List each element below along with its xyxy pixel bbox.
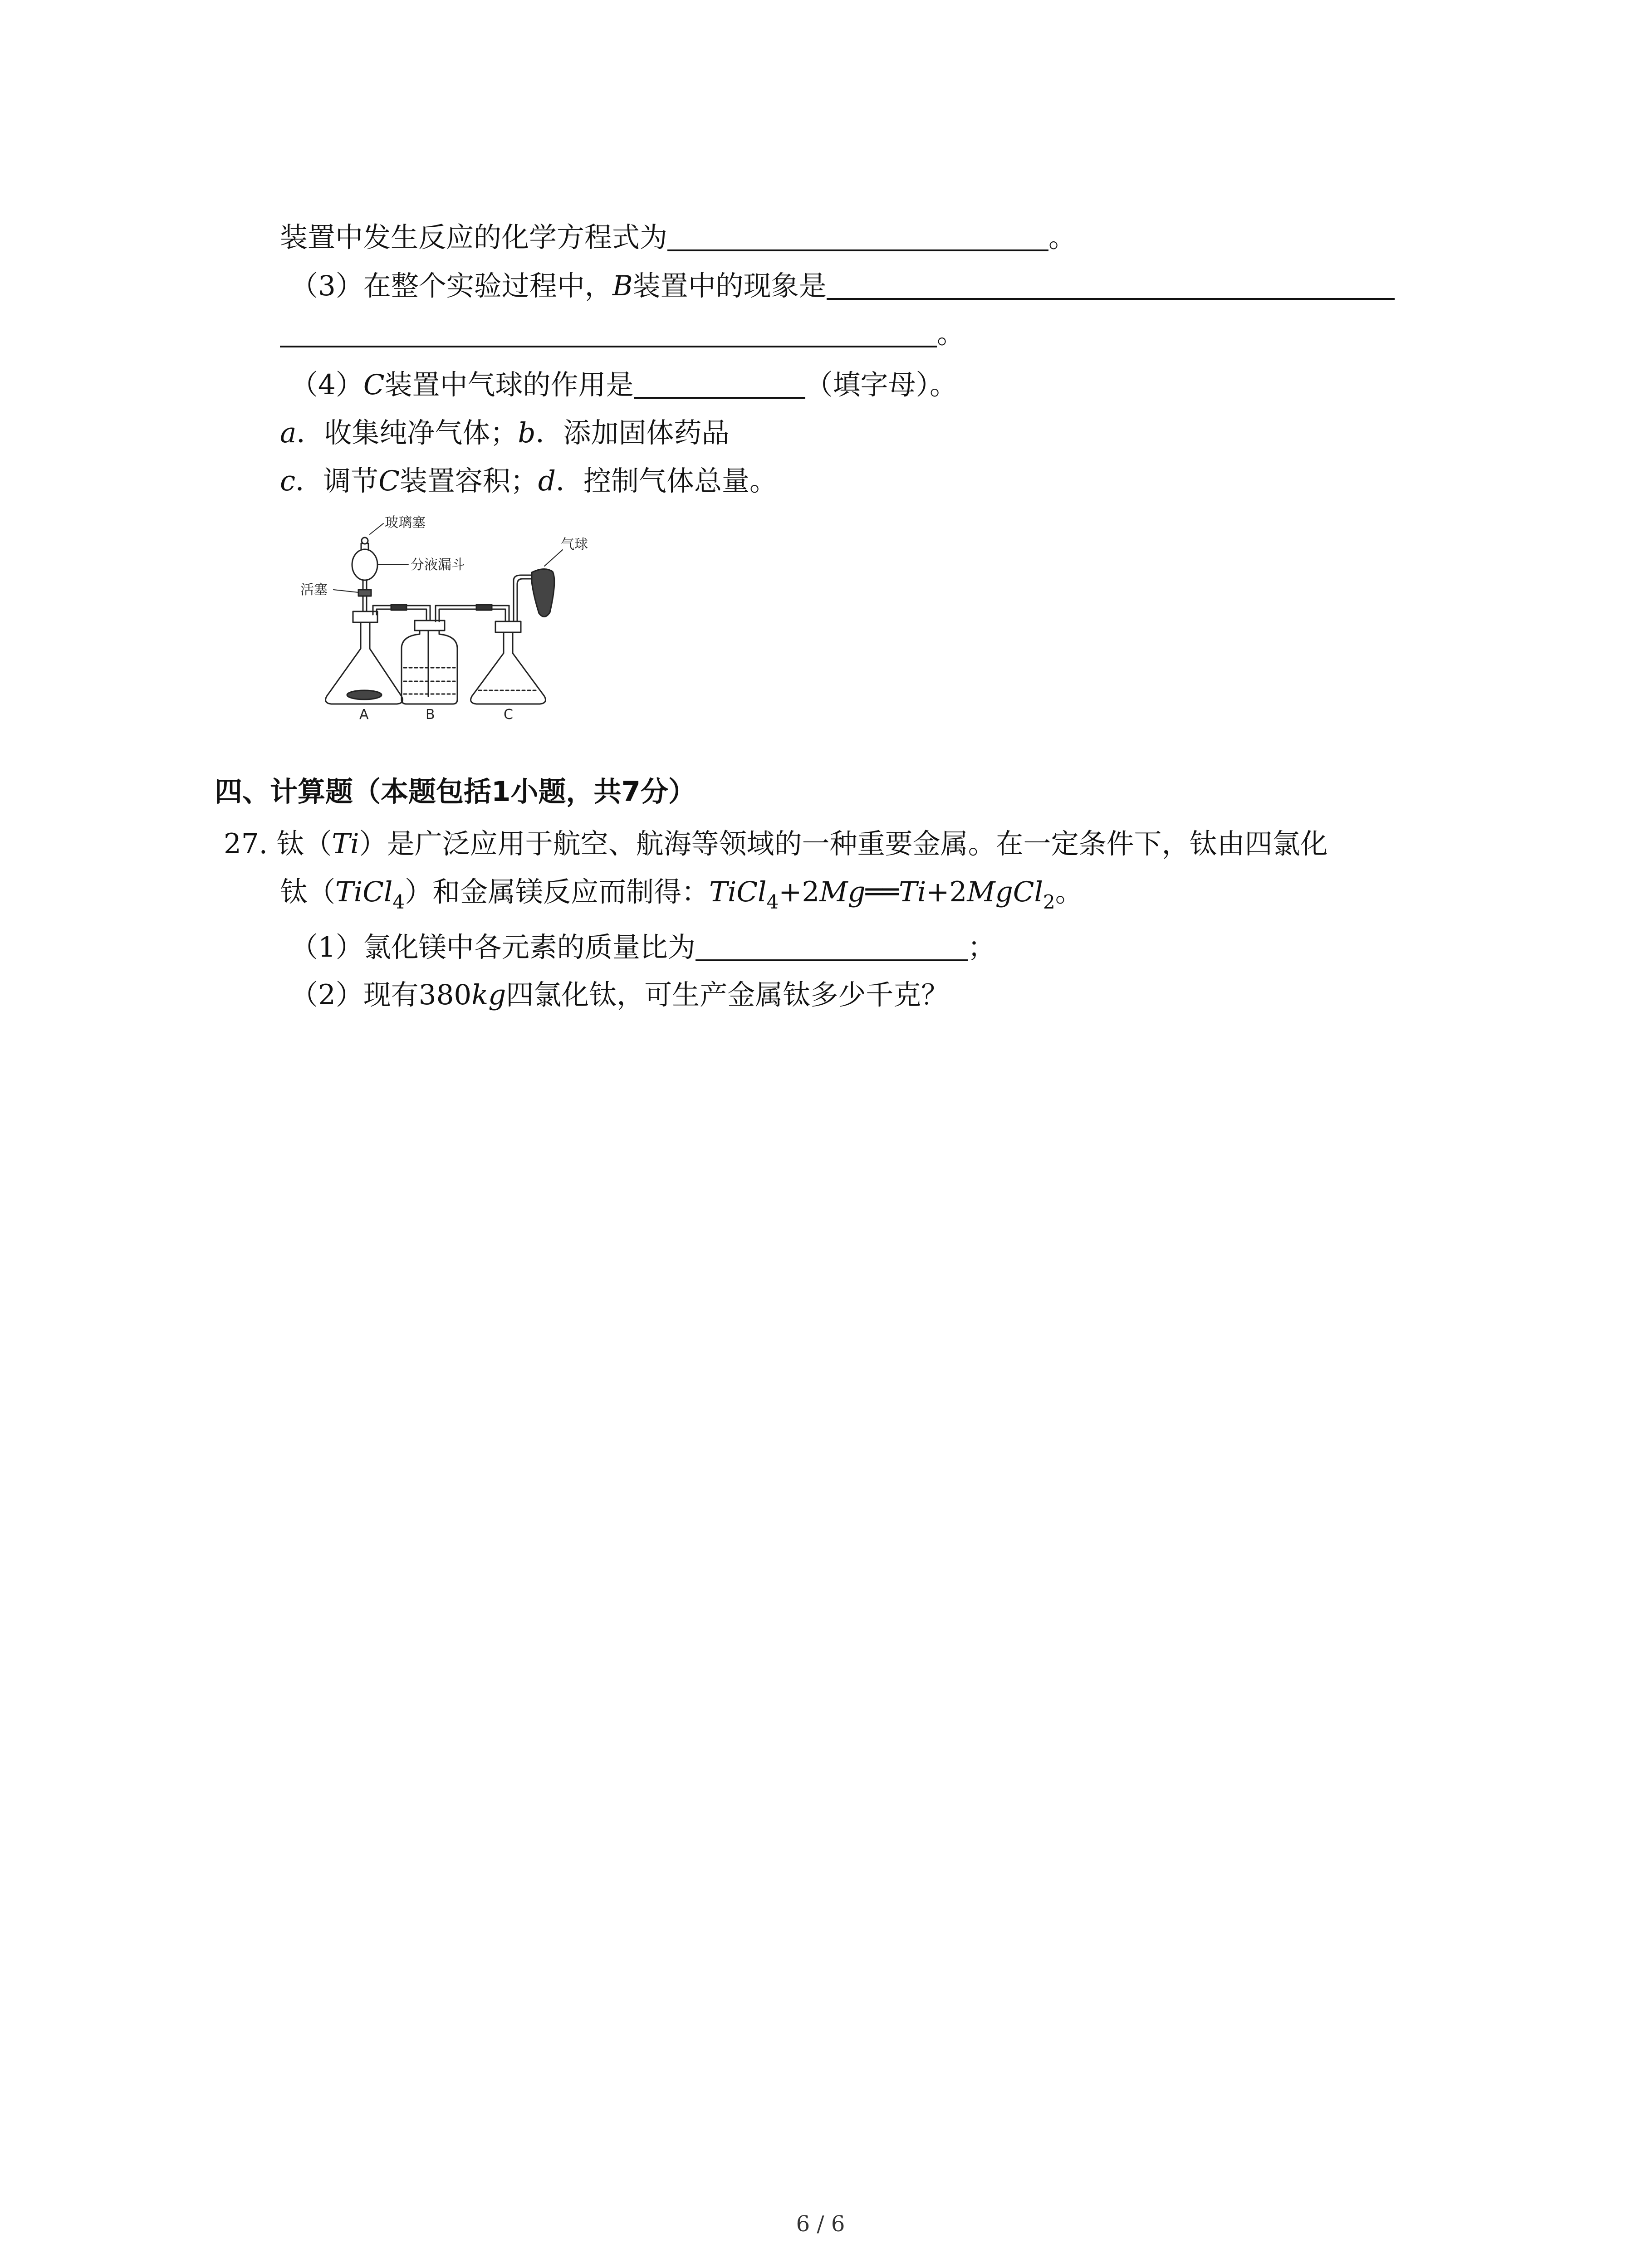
option-b-letter: b bbox=[518, 417, 536, 449]
q26-sub3-continuation bbox=[280, 318, 965, 350]
option-d-letter: d bbox=[538, 465, 556, 497]
q27-line1 bbox=[224, 830, 1328, 858]
flask-c bbox=[471, 631, 546, 704]
answer-blank-mass-ratio[interactable] bbox=[696, 935, 968, 961]
q27-sub1 bbox=[290, 931, 995, 963]
q26-sub3 bbox=[290, 272, 1395, 300]
label-separatory-funnel: 分液漏斗 bbox=[411, 557, 465, 573]
q26-sub4-letter-c: C bbox=[363, 369, 385, 401]
q27-symbol-ti: Ti bbox=[332, 828, 359, 860]
q27-sub1-end: ； bbox=[967, 931, 995, 963]
q27-line2 bbox=[280, 876, 1083, 913]
answer-blank-b-phenomenon-cont[interactable] bbox=[280, 321, 937, 347]
q26-sub3-end: 。 bbox=[937, 318, 965, 350]
q27-sub2-prefix: （2）现有380 bbox=[290, 979, 472, 1011]
apparatus-figure bbox=[272, 513, 622, 721]
q26-sub4 bbox=[290, 371, 957, 399]
flask-a-stopper bbox=[353, 611, 377, 622]
q26-line-equation bbox=[280, 221, 1077, 254]
bottle-b-stopper bbox=[415, 621, 445, 631]
glass-stopper bbox=[362, 538, 368, 544]
answer-blank-equation[interactable] bbox=[667, 225, 1048, 251]
label-glass-stopper: 玻璃塞 bbox=[385, 515, 426, 531]
label-bottle-b: B bbox=[426, 707, 435, 721]
label-valve: 活塞 bbox=[300, 582, 328, 598]
bottle-b bbox=[402, 630, 457, 704]
q27-line2-a: 钛（ bbox=[280, 876, 336, 908]
label-flask-c: C bbox=[504, 707, 513, 721]
option-a-letter: a bbox=[280, 417, 297, 449]
question-number: 27. bbox=[224, 828, 268, 860]
eq-plus-2: +2 bbox=[926, 876, 967, 908]
eq-equals-sign: ══ bbox=[865, 876, 899, 908]
eq-end: 。 bbox=[1055, 876, 1083, 908]
option-c-text-end: 装置容积； bbox=[399, 465, 538, 497]
page-number: 6 / 6 bbox=[796, 2211, 845, 2237]
q26-sub3-text: 装置中的现象是 bbox=[632, 270, 827, 302]
eq-ti: Ti bbox=[899, 876, 926, 908]
q27-line1-a: 钛（ bbox=[276, 828, 332, 860]
q26-line-equation-end: 。 bbox=[1048, 221, 1077, 254]
rubber-tube-bc bbox=[476, 605, 492, 610]
q26-line-equation-text: 装置中发生反应的化学方程式为 bbox=[280, 221, 668, 254]
balloon-tube bbox=[514, 575, 533, 621]
q26-options-cd bbox=[280, 467, 777, 495]
answer-blank-balloon[interactable] bbox=[634, 372, 805, 399]
q26-sub4-prefix: （4） bbox=[290, 369, 363, 401]
option-c-letter: c bbox=[280, 465, 296, 497]
option-c-text: ．调节 bbox=[295, 465, 379, 497]
q27-sub1-text: （1）氯化镁中各元素的质量比为 bbox=[290, 931, 696, 963]
eq-mgcl: MgCl bbox=[967, 876, 1043, 908]
flask-c-stopper bbox=[495, 621, 521, 632]
eq-ticl-subscript: 4 bbox=[766, 891, 779, 913]
label-balloon: 气球 bbox=[561, 537, 588, 552]
option-b-text: ．添加固体药品 bbox=[535, 417, 730, 449]
flask-a-solid bbox=[347, 690, 382, 699]
q26-sub4-text: 装置中气球的作用是 bbox=[384, 369, 634, 401]
option-a-text: ．收集纯净气体； bbox=[296, 417, 518, 449]
eq-mgcl-subscript: 2 bbox=[1043, 891, 1055, 913]
q26-options-ab bbox=[280, 419, 729, 447]
q26-sub3-prefix: （3）在整个实验过程中， bbox=[290, 270, 612, 302]
funnel-bulb bbox=[352, 549, 377, 580]
funnel-valve bbox=[358, 590, 371, 596]
eq-mg: Mg bbox=[819, 876, 866, 908]
q27-line1-b: ）是广泛应用于航空、航海等领域的一种重要金属。在一定条件下，钛由四氯化 bbox=[359, 828, 1328, 860]
reaction-equation bbox=[709, 876, 1083, 913]
rubber-tube-ab bbox=[391, 605, 407, 610]
q27-line2-b: ）和金属镁反应而制得： bbox=[405, 876, 710, 908]
balloon bbox=[532, 569, 554, 616]
q27-sub2-unit: kg bbox=[471, 979, 506, 1011]
answer-blank-b-phenomenon[interactable] bbox=[827, 274, 1395, 300]
q27-formula-subscript: 4 bbox=[392, 891, 405, 913]
eq-plus-1: +2 bbox=[779, 876, 820, 908]
label-flask-a: A bbox=[359, 707, 369, 721]
option-c-device-letter: C bbox=[378, 465, 400, 497]
option-d-text: ．控制气体总量。 bbox=[555, 465, 777, 497]
q27-formula-ticl: TiCl bbox=[335, 876, 393, 908]
eq-ticl: TiCl bbox=[709, 876, 767, 908]
q27-sub2-text: 四氯化钛，可生产金属钛多少千克？ bbox=[506, 979, 949, 1011]
q26-sub4-suffix: （填字母）。 bbox=[805, 369, 958, 401]
q27-sub2 bbox=[290, 981, 949, 1009]
section-heading: 四、计算题（本题包括1小题，共7分） bbox=[215, 776, 696, 808]
q26-sub3-letter-b: B bbox=[612, 270, 633, 302]
